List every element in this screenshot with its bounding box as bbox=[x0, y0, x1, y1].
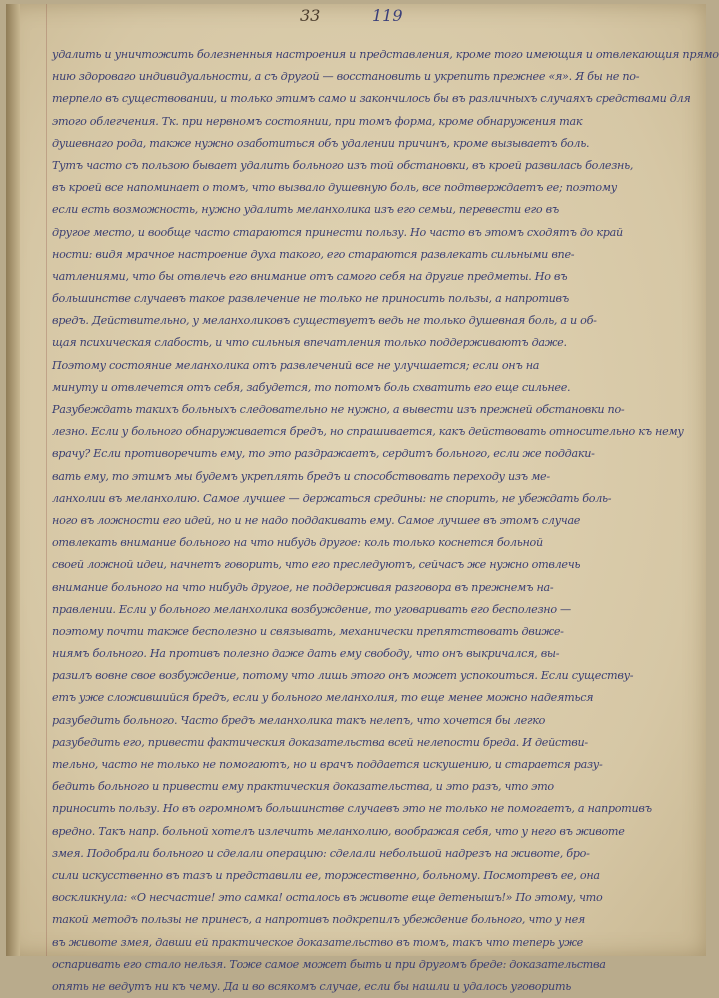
text-line: змея. Подобрали больного и сделали операцию: сделали небольшой надрезъ на животе, бро- bbox=[52, 846, 590, 860]
text-line: етъ уже сложившийся бредъ, если у больного меланхолия, то еще менее можно надеяться bbox=[52, 691, 594, 705]
text-line: оспаривать его стало нельзя. Тоже самое может быть и при другомъ бреде: доказательства bbox=[52, 957, 606, 971]
text-line: если есть возможность, нужно удалить меланхолика изъ его семьи, перевести его въ bbox=[52, 203, 559, 217]
handwritten-text-block bbox=[52, 44, 719, 998]
text-line: чатлениями, что бы отвлечь его внимание отъ самого себя на другие предметы. Но въ bbox=[52, 269, 568, 283]
text-line: отвлекать внимание больного на что нибудь другое: коль только коснется больной bbox=[52, 536, 543, 550]
text-line: другое место, и вообще часто стараются принести пользу. Но часто въ этомъ сходятъ до край bbox=[52, 225, 623, 239]
text-line: минуту и отвлечется отъ себя, забудется, то потомъ боль схватить его еще сильнее. bbox=[52, 380, 571, 394]
text-line: разилъ вовне свое возбуждение, потому что лишь этого онъ может успокоиться. Если существу- bbox=[52, 669, 634, 683]
text-line: щая психическая слабость, и что сильныя впечатления только поддерживаютъ даже. bbox=[52, 336, 567, 350]
binding-edge bbox=[6, 4, 20, 956]
text-line: терпело въ существовании, и только этимъ само и закончилось бы въ различныхъ случаяхъ средствами для bbox=[52, 92, 691, 106]
margin-line bbox=[46, 4, 47, 956]
text-line: поэтому почти также бесполезно и связывать, механически препятствовать движе- bbox=[52, 624, 564, 638]
text-line: опять не ведутъ ни къ чему. Да и во всякомъ случае, если бы нашли и удалось уговорить bbox=[52, 979, 572, 993]
text-line: ного въ ложности его идей, но и не надо поддакивать ему. Самое лучшее въ этомъ случае bbox=[52, 513, 581, 527]
text-line: вредно. Такъ напр. больной хотелъ излечить меланхолию, воображая себя, что у него въ животе bbox=[52, 824, 625, 838]
text-line: правлении. Если у больного меланхолика возбуждение, то уговаривать его бесполезно — bbox=[52, 602, 571, 616]
text-line: большинстве случаевъ такое развлечение не только не приносить пользы, а напротивъ bbox=[52, 292, 569, 306]
text-line: сили искусственно въ тазъ и представили ее, торжественно, больному. Посмотревъ ее, она bbox=[52, 868, 600, 882]
manuscript-page bbox=[6, 4, 719, 993]
text-line: врачу? Если противоречить ему, то это раздражаетъ, сердитъ больного, если же поддаки- bbox=[52, 447, 595, 461]
text-line: вать ему, то этимъ мы будемъ укреплять бредъ и способствовать переходу изъ ме- bbox=[52, 469, 550, 483]
text-line: въ животе змея, давши ей практическое доказательство въ томъ, такъ что теперь уже bbox=[52, 935, 583, 949]
original-page-number: 33 bbox=[300, 6, 321, 25]
text-line: душевнаго рода, также нужно озаботиться объ удалении причинъ, кроме вызываетъ боль. bbox=[52, 136, 590, 150]
text-line: разубедить его, привести фактическия доказательства всей нелепости бреда. И действи- bbox=[52, 735, 588, 749]
text-line: бедить больного и привести ему практическия доказательства, и это разъ, что это bbox=[52, 780, 554, 794]
text-line: внимание больного на что нибудь другое, не поддерживая разговора въ прежнемъ на- bbox=[52, 580, 554, 594]
text-line: лезно. Если у больного обнаруживается бредъ, но спрашивается, какъ действовать относительно къ нему bbox=[52, 425, 684, 439]
text-line: ланхолии въ меланхолию. Самое лучшее — держаться средины: не спорить, не убеждать боль- bbox=[52, 491, 612, 505]
text-line: Поэтому состояние меланхолика отъ развлечений все не улучшается; если онъ на bbox=[52, 358, 540, 372]
text-line: воскликнула: «О несчастие! это самка! осталось въ животе еще детенышъ!» По этому, что bbox=[52, 891, 603, 905]
text-line: ниямъ больного. На противъ полезно даже дать ему свободу, что онъ выкричался, вы- bbox=[52, 647, 560, 661]
archive-page-number: 119 bbox=[372, 6, 403, 25]
text-line: Тутъ часто съ пользою бывает удалить больного изъ той обстановки, въ кроей развилась болезнь, bbox=[52, 158, 634, 172]
text-line: удалить и уничтожить болезненныя настроения и представления, кроме того имеющия и отвлекающия прямо bbox=[52, 48, 719, 61]
text-line: разубедить больного. Часто бредъ меланхолика такъ нелепъ, что хочется бы легко bbox=[52, 713, 546, 727]
text-line: ности: видя мрачное настроение духа такого, его стараются развлекать сильными впе- bbox=[52, 247, 575, 261]
text-line: въ кроей все напоминает о томъ, что вызвало душевную боль, все подтверждаетъ ее; поэтому bbox=[52, 181, 617, 195]
text-line: приносить пользу. Но въ огромномъ большинстве случаевъ это не только не помогаетъ, а напротивъ bbox=[52, 802, 652, 816]
text-line: вредъ. Действительно, у меланхоликовъ существуетъ ведь не только душевная боль, а и об- bbox=[52, 314, 597, 328]
text-line: этого облегчения. Тк. при нервномъ состоянии, при томъ форма, кроме обнаружения так bbox=[52, 114, 583, 128]
text-line: Разубеждать такихъ больныхъ следовательно не нужно, а вывести изъ прежней обстановки по- bbox=[52, 403, 625, 416]
text-line: своей ложной идеи, начнетъ говорить, что его преследуютъ, сейчасъ же нужно отвлечь bbox=[52, 558, 581, 572]
text-line: тельно, часто не только не помогаютъ, но и врачъ поддается искушению, и старается разу- bbox=[52, 758, 603, 771]
text-line: нию здороваго индивидуальности, а съ другой — восстановить и укрепить прежнее «я». Я бы не по- bbox=[52, 70, 640, 84]
text-line: такой методъ пользы не принесъ, а напротивъ подкрепилъ убеждение больного, что у нея bbox=[52, 913, 586, 927]
